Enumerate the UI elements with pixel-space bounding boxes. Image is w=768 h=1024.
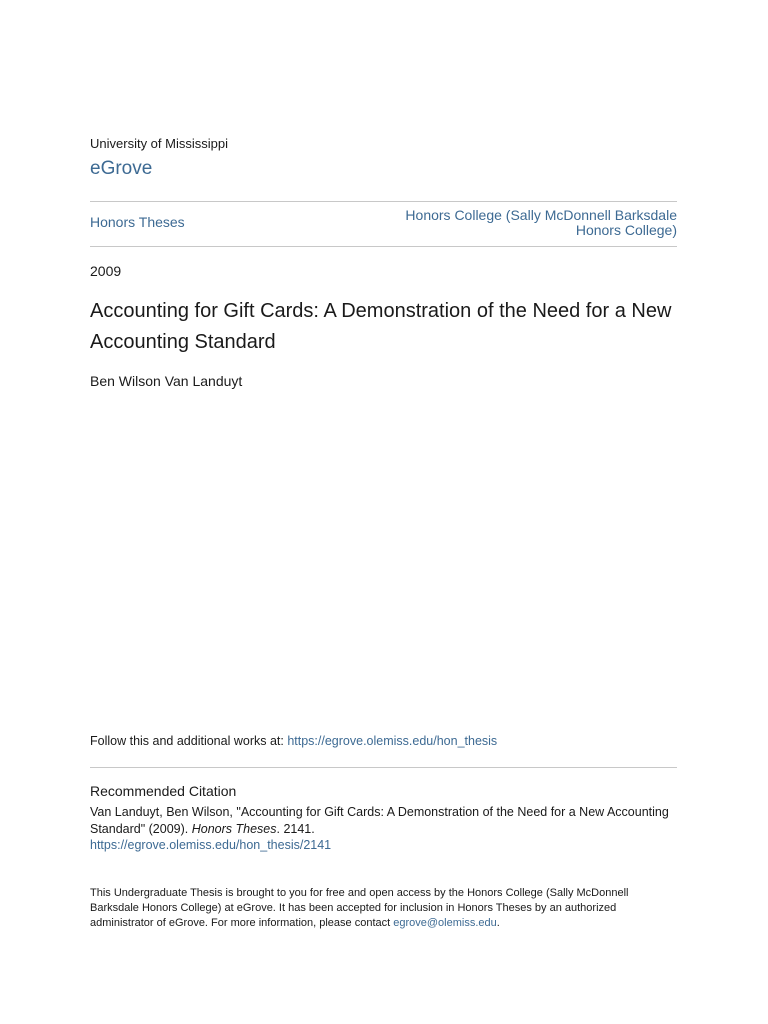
document-author: Ben Wilson Van Landuyt: [90, 373, 243, 389]
access-notice: [90, 886, 670, 931]
follow-line: [90, 734, 497, 748]
series-link[interactable]: Honors Theses: [90, 214, 185, 230]
divider-top: [90, 201, 677, 202]
notice-end: .: [496, 917, 500, 929]
notice-text: This Undergraduate Thesis is brought to you for free and open access by the Honors College (Sally McDonnell Barksdale Honors College) at eGrove. It has been accepted for inclusion in Honors Theses by an authorized administrator of eGrove. For more information, please contact: [90, 887, 629, 929]
collection-link[interactable]: https://egrove.olemiss.edu/hon_thesis: [287, 734, 498, 748]
divider-middle: [90, 246, 677, 247]
publication-year: 2009: [90, 263, 122, 279]
document-title: Accounting for Gift Cards: A Demonstration of the Need for a New Accounting Standard: [90, 300, 672, 353]
citation-heading: Recommended Citation: [90, 783, 237, 799]
follow-text: Follow this and additional works at:: [90, 734, 288, 748]
repository-link[interactable]: eGrove: [90, 158, 153, 179]
divider-bottom: [90, 767, 677, 768]
institution-name: University of Mississippi: [90, 136, 228, 151]
citation-link[interactable]: https://egrove.olemiss.edu/hon_thesis/2141: [90, 838, 332, 852]
contact-email-link[interactable]: egrove@olemiss.edu: [393, 917, 497, 929]
citation-text-start: Van Landuyt, Ben Wilson, "Accounting for Gift Cards: A Demonstration of the Need for a New Accounting Standard" (2009).: [90, 805, 669, 836]
college-link[interactable]: Honors College (Sally McDonnell Barksdale Honors College): [405, 207, 677, 238]
citation-text: [90, 804, 680, 838]
citation-text-end: . 2141.: [276, 822, 315, 836]
citation-series: Honors Theses: [191, 822, 277, 836]
